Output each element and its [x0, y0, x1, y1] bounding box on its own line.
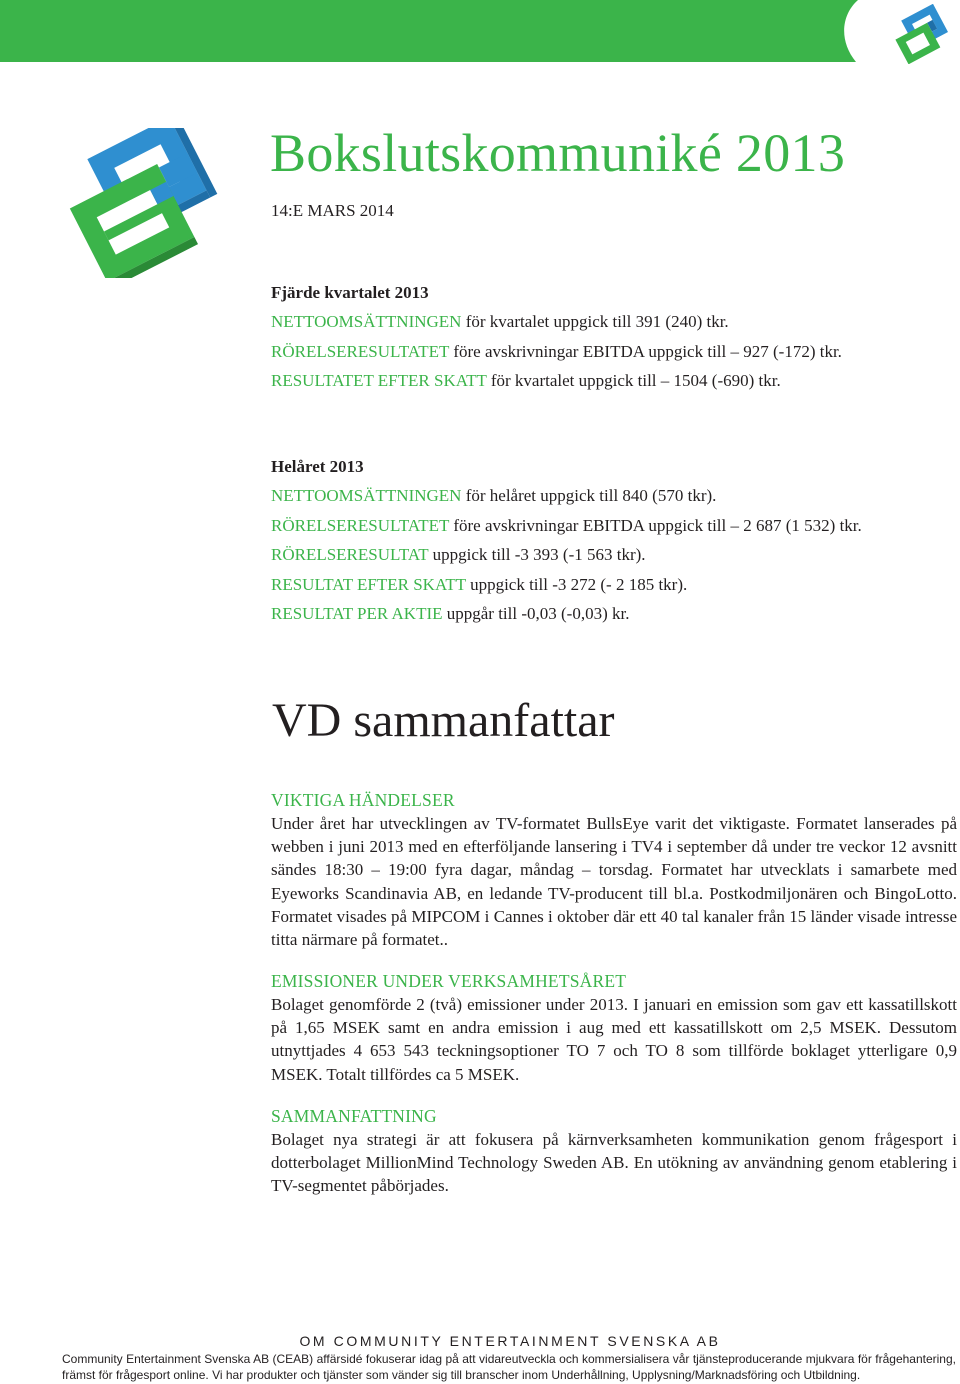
year-line: [271, 481, 960, 511]
section-heading: VIKTIGA HÄNDELSER: [271, 790, 455, 810]
section-share-issues: [271, 970, 957, 1086]
quarter-line: [271, 366, 960, 396]
section-heading: SAMMANFATTNING: [271, 1106, 437, 1126]
metric-label: RÖRELSERESULTATET: [271, 515, 450, 535]
company-logo-small: [888, 4, 958, 64]
quarter-line: [271, 307, 960, 337]
quarter-heading: Fjärde kvartalet 2013: [271, 283, 429, 302]
footer-heading: OM COMMUNITY ENTERTAINMENT SVENSKA AB: [299, 1333, 721, 1349]
metric-label: NETTOOMSÄTTNINGEN: [271, 486, 462, 505]
quarter-line: [271, 337, 960, 367]
quarter-summary: [271, 278, 960, 396]
section-body: Under året har utvecklingen av TV-formatet BullsEye varit det viktigaste. Formatet lanserades på webben i juni 2013 med en efterföljande lansering i TV4 i september då under tre veckor 12 avsnitt sändes 18:30 – 19:00 fyra dagar, måndag – torsdag. Formatet har utvecklats i samarbete med Eyeworks Scandinavia AB, en ledande TV-producent till bl.a. Postkodmiljonären och BingoLotto. Formatet visades på MIPCOM i Cannes i oktober där ett 40 tal kanaler från 15 länder visade intresse titta närmare på formatet..: [271, 814, 957, 950]
metric-label: RESULTAT EFTER SKATT: [271, 574, 466, 594]
section-body: Bolaget nya strategi är att fokusera på kärnverksamheten kommunikation genom frågesport i dotterbolaget MillionMind Technology Sweden AB. En utökning av användning genom etablering i TV-segmentet påbörjades.: [271, 1130, 957, 1196]
ceo-summary-title: VD sammanfattar: [272, 694, 615, 747]
metric-label: RESULTAT PER AKTIE: [271, 604, 443, 623]
top-banner: [0, 0, 960, 62]
metric-label: NETTOOMSÄTTNINGEN: [271, 312, 462, 331]
company-logo: [55, 128, 225, 278]
metric-text: för kvartalet uppgick till 391 (240) tkr.: [461, 312, 729, 331]
section-summary: [271, 1105, 957, 1198]
year-line: [271, 570, 960, 600]
metric-text: uppgick till -3 272 (- 2 185 tkr).: [465, 574, 688, 594]
metric-text: för helåret uppgick till 840 (570 tkr).: [461, 486, 717, 505]
section-body: Bolaget genomförde 2 (två) emissioner under 2013. I januari en emission som gav ett kassatillskott på 1,65 MSEK samt en andra emission i aug med ett kassatillskott om 2,5 MSEK. Dessutom utnyttjades 4 653 543 teckningsoptioner TO 7 och TO 8 som tillförde boklaget ytterligare 0,9 MSEK. Totalt tillfördes ca 5 MSEK.: [271, 995, 957, 1084]
metric-text: före avskrivningar EBITDA uppgick till – 927 (-172) tkr.: [449, 341, 842, 361]
section-key-events: [271, 789, 957, 951]
section-heading: EMISSIONER UNDER VERKSAMHETSÅRET: [271, 971, 627, 991]
year-line: [271, 511, 960, 541]
publication-date: 14:E MARS 2014: [271, 201, 394, 220]
metric-text: för kvartalet uppgick till – 1504 (-690) tkr.: [486, 371, 781, 390]
year-line: [271, 540, 960, 570]
metric-text: före avskrivningar EBITDA uppgick till – 2 687 (1 532) tkr.: [449, 515, 862, 535]
metric-text: uppgår till -0,03 (-0,03) kr.: [442, 604, 630, 623]
footer-about-text: Community Entertainment Svenska AB (CEAB) affärsidé fokuserar idag på att vidareutveckla och kommersialisera vår tjänsteproducerande mjukvara för frågehantering, främst för frågesport online. Vi har produkter och tjänster som vänder sig till branscher inom Underhållning, Upplysning/Marknadsföring och Utbildning.: [62, 1352, 956, 1382]
metric-label: RÖRELSERESULTATET: [271, 341, 450, 361]
metric-label: RÖRELSERESULTAT: [271, 545, 429, 564]
year-summary: [271, 452, 960, 629]
year-heading: Helåret 2013: [271, 457, 364, 476]
metric-label: RESULTATET EFTER SKATT: [271, 371, 487, 390]
year-line: [271, 599, 960, 629]
metric-text: uppgick till -3 393 (-1 563 tkr).: [428, 545, 646, 564]
document-title: Bokslutskommuniké 2013: [270, 123, 846, 183]
